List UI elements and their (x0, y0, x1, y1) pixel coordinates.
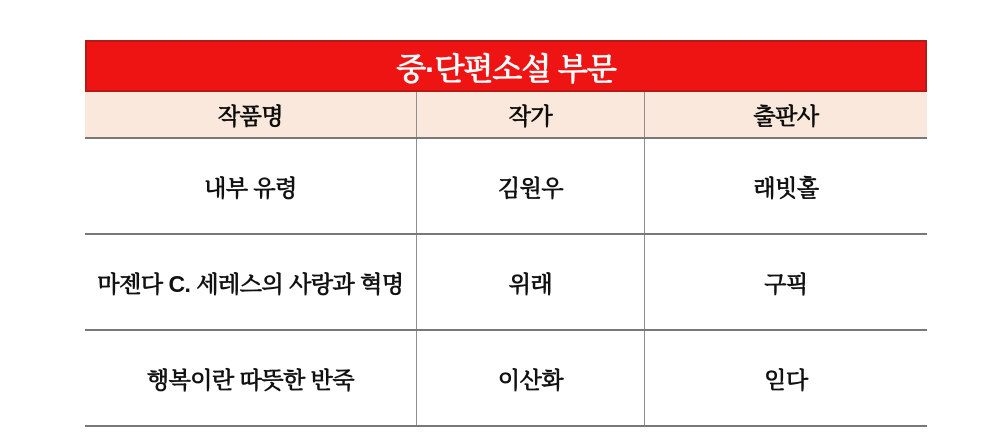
table-row (85, 331, 927, 427)
column-header-work-title: 작품명 (85, 92, 417, 137)
table-row (85, 139, 927, 235)
table-header-row (85, 92, 927, 139)
column-header-author: 작가 (417, 92, 645, 137)
category-banner-title: 중·단편소설 부문 (396, 51, 616, 87)
table-row (85, 235, 927, 331)
cell-author: 김원우 (417, 139, 645, 233)
cell-author: 이산화 (417, 331, 645, 425)
cell-work-title: 내부 유령 (85, 139, 417, 233)
cell-work-title: 행복이란 따뜻한 반죽 (85, 331, 417, 425)
cell-publisher: 읻다 (764, 366, 808, 393)
category-banner (85, 40, 927, 92)
cell-work-title: 마젠다 C. 세레스의 사랑과 혁명 (85, 235, 417, 329)
column-header-publisher: 출판사 (753, 103, 819, 129)
cell-publisher: 구픽 (764, 270, 808, 297)
cell-author: 위래 (417, 235, 645, 329)
cell-publisher: 래빗홀 (753, 174, 819, 201)
awards-table (85, 92, 927, 427)
